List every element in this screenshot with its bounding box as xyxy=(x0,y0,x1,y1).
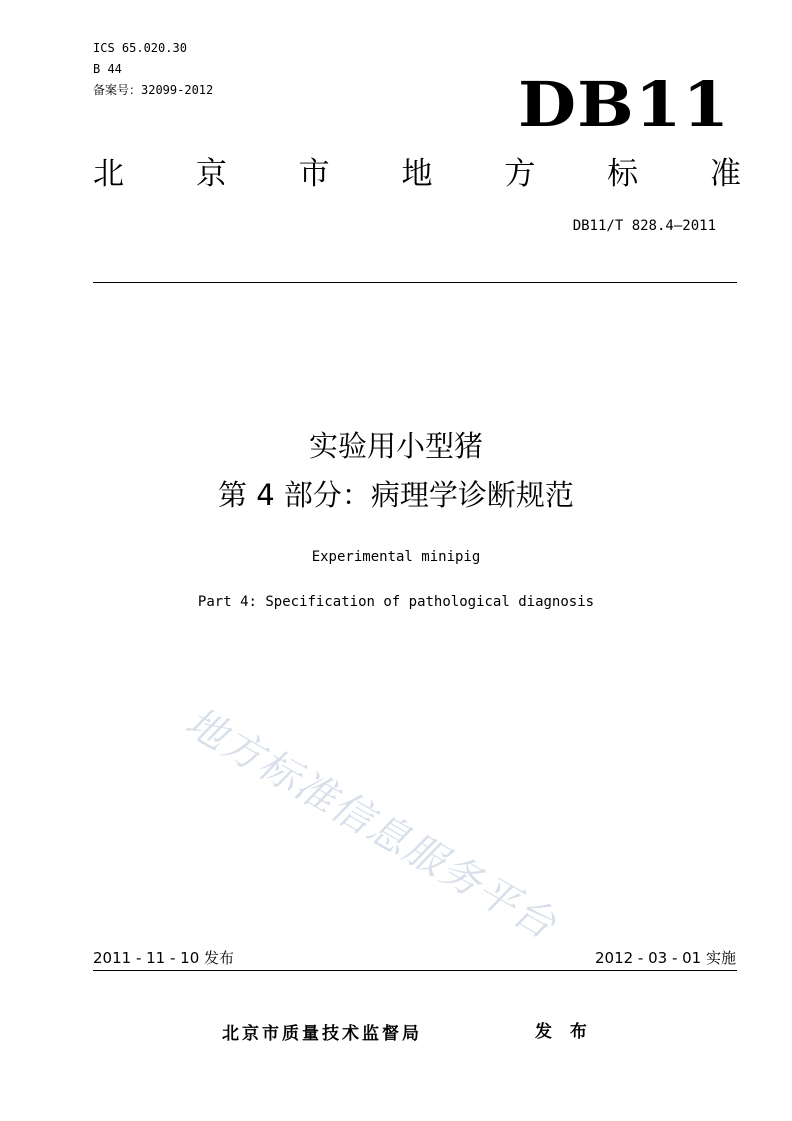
standard-type-char: 市 xyxy=(298,156,330,192)
standard-type-char: 北 xyxy=(93,156,124,192)
title-cn-line1: 实验用小型猪 xyxy=(308,429,483,463)
standard-type xyxy=(93,154,741,194)
title-en-line1: Experimental minipig xyxy=(311,549,481,565)
standard-number: DB11/T 828.4—2011 xyxy=(572,218,716,234)
record-number: 备案号：32099-2012 xyxy=(93,83,214,97)
standard-type-char: 地 xyxy=(401,156,433,192)
ics-code: ICS 65.020.30 xyxy=(93,41,187,55)
title-cn-line2: 第 4 部分：病理学诊断规范 xyxy=(218,478,574,512)
implementation-date: 2012 - 03 - 01 实施 xyxy=(594,949,736,967)
ccs-code: B 44 xyxy=(93,62,122,76)
title-en-line2: Part 4: Specification of pathological diagnosis xyxy=(197,594,595,610)
bottom-divider xyxy=(93,970,737,971)
watermark: 地方标准信息服务平台 xyxy=(177,699,565,949)
standard-type-char: 标 xyxy=(607,156,639,192)
top-divider xyxy=(93,282,737,283)
standard-type-char: 方 xyxy=(504,156,536,192)
standard-type-char: 准 xyxy=(709,156,741,192)
issue-date: 2011 - 11 - 10 发布 xyxy=(93,949,235,967)
publisher: 北京市质量技术监督局 xyxy=(222,1024,422,1044)
publish-word: 发 布 xyxy=(535,1022,593,1042)
standard-type-char: 京 xyxy=(195,156,227,192)
db11-logo: DB11 xyxy=(518,68,731,141)
